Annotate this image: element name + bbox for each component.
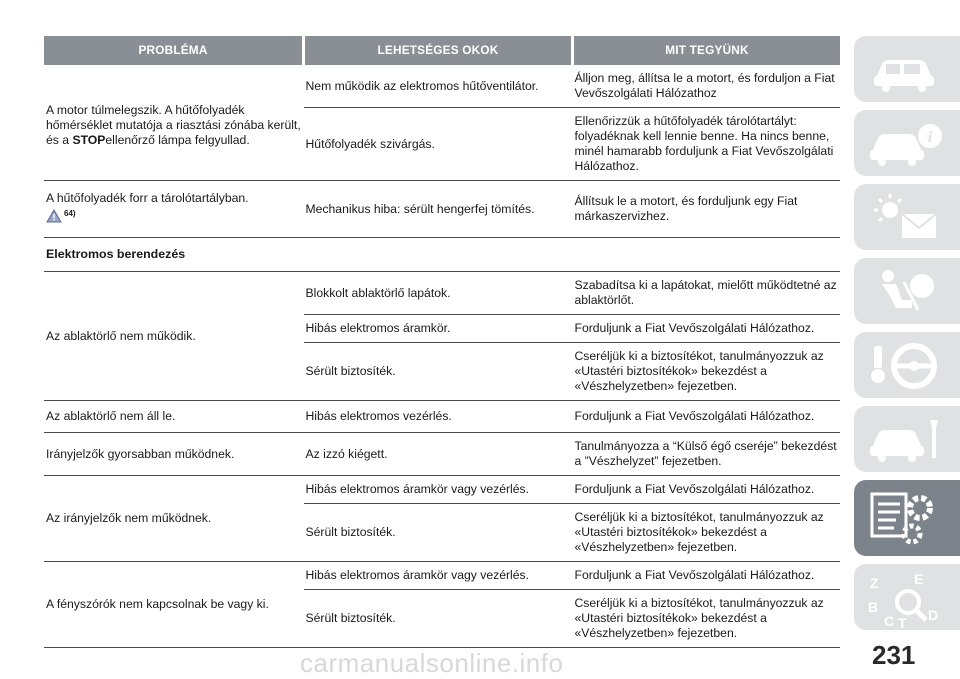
problem-cell: Az irányjelzők nem működnek.: [44, 476, 304, 562]
action-cell: Szabadítsa ki a lapátokat, mielőtt működtetné az ablaktörlőt.: [573, 272, 841, 315]
cause-cell: Sérült biztosíték.: [304, 590, 573, 648]
note-reference: 64): [64, 209, 76, 218]
index-letter: E: [914, 572, 924, 587]
watermark: carmanualsonline.info: [300, 648, 564, 678]
table-row: [44, 433, 840, 476]
cause-cell: Blokkolt ablaktörlő lapátok.: [304, 272, 573, 315]
action-cell: Álljon meg, állítsa le a motort, és forduljon a Fiat Vevőszolgálati Hálózathoz: [573, 65, 841, 108]
problem-cell: [44, 181, 304, 238]
cause-cell: Hibás elektromos áramkör vagy vezérlés.: [304, 562, 573, 590]
tab-warning-lights[interactable]: [854, 184, 960, 250]
tab-airbag-safety[interactable]: [854, 258, 960, 324]
action-cell: Ellenőrizzük a hűtőfolyadék tárolótartályt: folyadéknak kell lennie benne. Ha nincs benne, minél hamarabb forduljunk a Fiat Vevőszolgálati Hálózathoz.: [573, 108, 841, 181]
troubleshooting-table: [44, 36, 840, 648]
action-cell: Forduljunk a Fiat Vevőszolgálati Hálózathoz.: [573, 315, 841, 343]
table-row: [44, 181, 840, 238]
action-cell: Cseréljük ki a biztosítékot, tanulmányozzuk az «Utastéri biztosítékok» bekezdést a «Vészhelyzetben» fejezetben.: [573, 590, 841, 648]
index-letter: B: [868, 599, 879, 615]
cause-cell: Hibás elektromos áramkör vagy vezérlés.: [304, 476, 573, 504]
action-cell: Forduljunk a Fiat Vevőszolgálati Hálózathoz.: [573, 476, 841, 504]
section-title: Elektromos berendezés: [44, 238, 840, 272]
tab-car-dashboard[interactable]: [854, 36, 960, 102]
steering-start-icon: [868, 340, 948, 392]
table-header-row: [44, 36, 840, 65]
table-row: [44, 562, 840, 590]
problem-cell: Az ablaktörlő nem működik.: [44, 272, 304, 401]
car-service-icon: [868, 414, 948, 466]
cause-cell: Az izzó kiégett.: [304, 433, 573, 476]
action-cell: Cseréljük ki a biztosítékot, tanulmányozzuk az «Utastéri biztosítékok» bekezdést a «Vészhelyzetben» fejezetben.: [573, 504, 841, 562]
cause-cell: Sérült biztosíték.: [304, 343, 573, 401]
tab-technical-data[interactable]: [854, 480, 960, 556]
action-cell: Forduljunk a Fiat Vevőszolgálati Hálózathoz.: [573, 562, 841, 590]
technical-data-gear-icon: [868, 488, 948, 548]
alphabetical-index-icon: [868, 572, 958, 632]
table-row: [44, 476, 840, 504]
cause-cell: Mechanikus hiba: sérült hengerfej tömítés.: [304, 181, 573, 238]
svg-text:i: i: [927, 129, 933, 146]
index-letter: Z: [870, 575, 879, 591]
tab-steering-start[interactable]: [854, 332, 960, 398]
problem-text: ellenőrző lámpa felgyullad.: [105, 133, 250, 147]
header-causes: LEHETSÉGES OKOK: [304, 36, 573, 65]
cause-cell: Sérült biztosíték.: [304, 504, 573, 562]
cause-cell: Nem működik az elektromos hűtőventilátor.: [304, 65, 573, 108]
problem-cell: [44, 65, 304, 181]
problem-cell: Irányjelzők gyorsabban működnek.: [44, 433, 304, 476]
warning-triangle-icon: [46, 209, 62, 227]
problem-text: A hűtőfolyadék forr a tárolótartályban.: [46, 191, 249, 205]
warning-lights-icon: [868, 192, 948, 244]
car-info-icon: [868, 118, 948, 168]
table-row: [44, 272, 840, 315]
action-cell: Cseréljük ki a biztosítékot, tanulmányozzuk az «Utastéri biztosítékok» bekezdést a «Vészhelyzetben» fejezetben.: [573, 343, 841, 401]
tab-car-service[interactable]: [854, 406, 960, 472]
page-number: 231: [872, 640, 916, 670]
cause-cell: Hibás elektromos vezérlés.: [304, 401, 573, 433]
index-letter: C: [884, 613, 895, 629]
section-row: [44, 238, 840, 272]
index-letter: T: [898, 615, 907, 631]
tab-alphabetical-index[interactable]: [854, 564, 960, 630]
problem-text: A motor túlmelegszik. A hűtőfolyadék hőmérséklet mutatója a riasztási zónába került, és a: [46, 103, 301, 147]
tab-car-info[interactable]: [854, 110, 960, 176]
table-row: [44, 401, 840, 433]
problem-cell: A fényszórók nem kapcsolnak be vagy ki.: [44, 562, 304, 648]
action-cell: Tanulmányozza a “Külső égő cseréje” bekezdést a ”Vészhelyzet” fejezetben.: [573, 433, 841, 476]
table-row: [44, 65, 840, 108]
stop-label: STOP: [72, 133, 106, 147]
header-actions: MIT TEGYÜNK: [573, 36, 841, 65]
cause-cell: Hibás elektromos áramkör.: [304, 315, 573, 343]
car-dashboard-icon: [868, 44, 948, 94]
cause-cell: Hűtőfolyadék szivárgás.: [304, 108, 573, 181]
header-problem: PROBLÉMA: [44, 36, 304, 65]
action-cell: Állítsuk le a motort, és forduljunk egy Fiat márkaszervizhez.: [573, 181, 841, 238]
airbag-safety-icon: [868, 266, 948, 318]
index-letter: D: [928, 607, 939, 623]
action-cell: Forduljunk a Fiat Vevőszolgálati Hálózathoz.: [573, 401, 841, 433]
problem-cell: Az ablaktörlő nem áll le.: [44, 401, 304, 433]
